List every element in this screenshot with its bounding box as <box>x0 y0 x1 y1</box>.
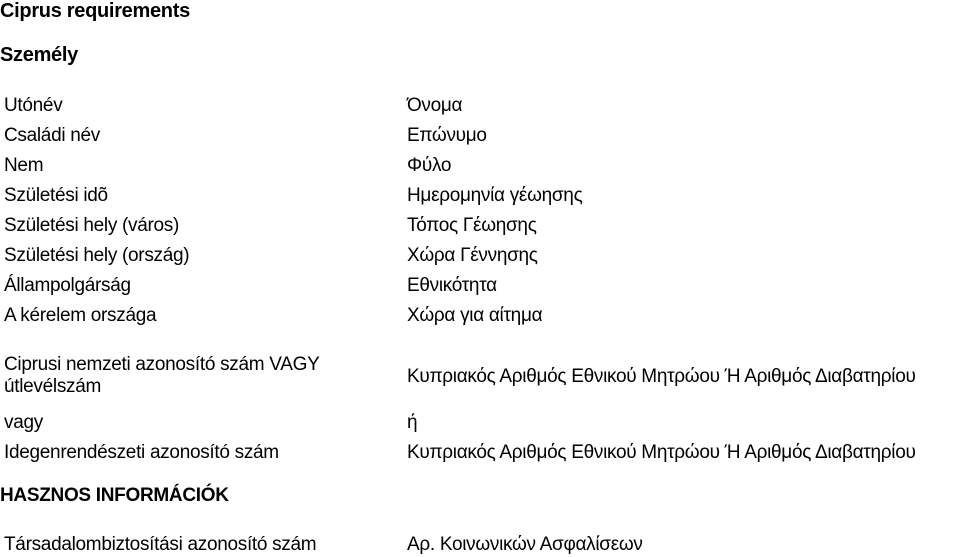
field-label-gr: Κυπριακός Αριθμός Εθνικού Μητρώου Ή Αριθμός Διαβατηρίου <box>407 366 916 387</box>
section-heading-useful-info: HASZNOS INFORMÁCIÓK <box>0 485 229 506</box>
field-label-hu: Születési idõ <box>4 185 108 206</box>
field-label-gr: Φύλο <box>407 155 452 176</box>
field-label-hu: Ciprusi nemzeti azonosító szám VAGY útlevélszám <box>4 354 320 397</box>
field-label-gr: Ημερομηνία γέωησης <box>407 185 583 206</box>
or-label-hu: vagy <box>4 412 43 433</box>
field-label-hu: Utónév <box>4 95 63 116</box>
field-label-hu: Születési hely (város) <box>4 215 180 236</box>
field-label-gr: Εθνικότητα <box>407 275 497 296</box>
field-label-hu: Állampolgárság <box>4 275 131 296</box>
field-label-hu: Idegenrendészeti azonosító szám <box>4 442 279 463</box>
field-label-hu: Társadalombiztosítási azonosító szám <box>4 534 317 555</box>
field-label-hu: Nem <box>4 155 44 176</box>
field-label-gr: Κυπριακός Αριθμός Εθνικού Μητρώου Ή Αριθμός Διαβατηρίου <box>407 442 916 463</box>
section-heading-person: Személy <box>0 44 78 66</box>
field-label-gr: Χώρα Γέννησης <box>407 245 538 266</box>
field-label-gr: Τόπος Γέωησης <box>407 215 537 236</box>
field-row-national-id <box>0 354 960 404</box>
field-label-gr: Όνομα <box>407 95 463 116</box>
field-label-gr: Επώνυμο <box>407 125 487 146</box>
field-label-hu: A kérelem országa <box>4 305 157 326</box>
field-label-hu: Családi név <box>4 125 100 146</box>
field-label-gr: Αρ. Κοινωνικών Ασφαλίσεων <box>407 534 643 555</box>
page-title: Ciprus requirements <box>0 0 190 22</box>
or-label-gr: ή <box>407 412 418 433</box>
field-label-gr: Χώρα για αίτημα <box>407 305 543 326</box>
field-label-hu: Születési hely (ország) <box>4 245 190 266</box>
